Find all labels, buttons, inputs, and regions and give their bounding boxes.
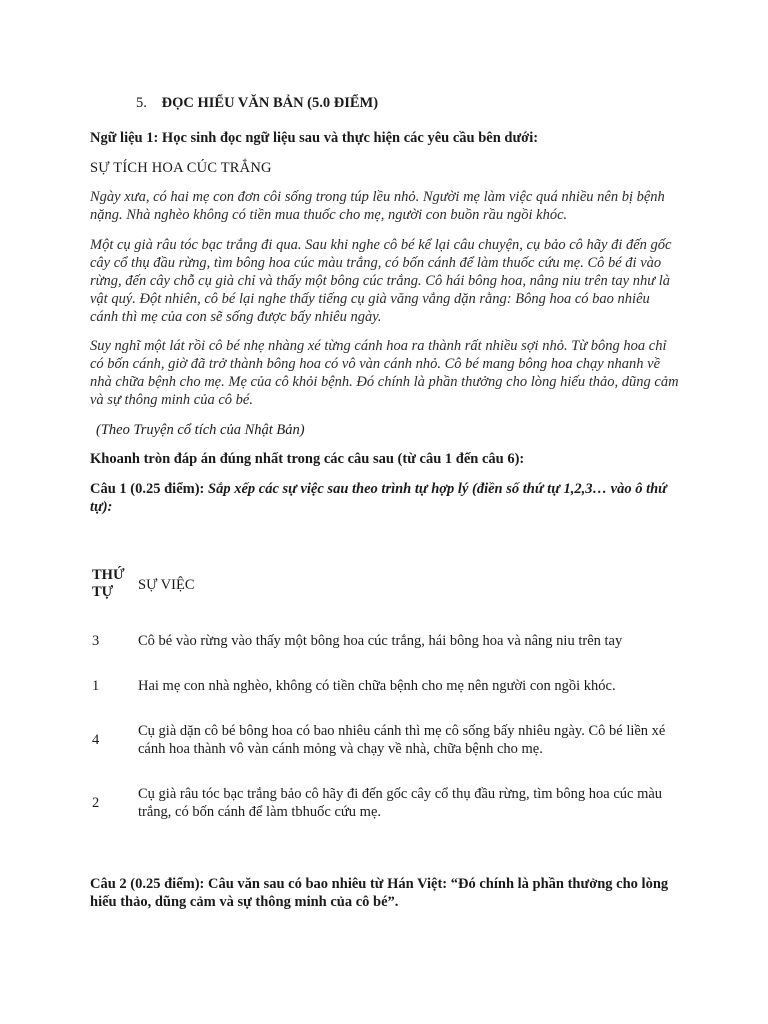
story-paragraph-1: Ngày xưa, có hai mẹ con đơn côi sống trong túp lều nhỏ. Người mẹ làm việc quá nhiều nên bị bệnh nặng. Nhà nghèo không có tiền mua thuốc cho mẹ, người con buồn rầu ngồi khóc. [90, 189, 665, 223]
instruction: Khoanh tròn đáp án đúng nhất trong các câu sau (từ câu 1 đến câu 6): [90, 451, 525, 467]
order-cell[interactable]: 3 [92, 633, 100, 649]
section-title: ĐỌC HIỂU VĂN BẢN (5.0 ĐIỂM) [161, 95, 379, 111]
event-cell: Cụ già dặn cô bé bông hoa có bao nhiêu cánh thì mẹ cô sống bấy nhiêu ngày. Cô bé liền xé cánh hoa thành vô vàn cánh mỏng và chạy về nhà, chữa bệnh cho mẹ. [138, 723, 666, 757]
order-cell[interactable]: 1 [92, 678, 100, 694]
question-1 [90, 480, 680, 516]
table-row [90, 722, 690, 762]
question-1-text: Sắp xếp các sự việc sau theo trình tự hợp lý (điền số thứ tự 1,2,3… vào ô thứ tự): [90, 481, 667, 515]
column-header-event: SỰ VIỆC [138, 577, 195, 593]
section-number: 5. [136, 95, 147, 111]
table-row [90, 632, 690, 652]
event-cell: Cô bé vào rừng vào thấy một bông hoa cúc trắng, hái bông hoa và nâng niu trên tay [138, 633, 623, 649]
event-cell: Hai mẹ con nhà nghèo, không có tiền chữa bệnh cho mẹ nên người con ngồi khóc. [138, 678, 616, 694]
column-header-order: THỨ TỰ [92, 567, 125, 600]
order-cell[interactable]: 4 [92, 732, 100, 748]
event-cell: Cụ già râu tóc bạc trắng bảo cô hãy đi đến gốc cây cổ thụ đầu rừng, tìm bông hoa cúc màu trắng, có bốn cánh để làm tbhuốc cứu mẹ. [138, 786, 663, 820]
order-table-header [90, 567, 690, 607]
source-intro: Ngữ liệu 1: Học sinh đọc ngữ liệu sau và thực hiện các yêu cầu bên dưới: [90, 130, 539, 146]
table-row [90, 785, 690, 825]
story-paragraph-3: Suy nghĩ một lát rồi cô bé nhẹ nhàng xé từng cánh hoa ra thành rất nhiều sợi nhỏ. Từ bông hoa chỉ có bốn cánh, giờ đã trở thành bông hoa có vô vàn cánh nhỏ. Cô bé mang bông hoa chạy nhanh về nhà chữa bệnh cho mẹ. Mẹ của cô khỏi bệnh. Đó chính là phần thưởng cho lòng hiếu thảo, dũng cảm và sự thông minh của cô bé. [90, 338, 679, 408]
section-heading [136, 94, 378, 112]
story-paragraph-2: Một cụ già râu tóc bạc trắng đi qua. Sau khi nghe cô bé kể lại câu chuyện, cụ bảo cô hãy đi đến gốc cây cổ thụ đầu rừng, tìm bông hoa cúc màu trắng, có bốn cánh để làm thuốc cứu mẹ. Cô bé đi vào rừng, đến cây chỗ cụ già chỉ và thấy một bông cúc trắng. Cô hái bông hoa, nâng niu trên tay như là vật quý. Đột nhiên, cô bé lại nghe thấy tiếng cụ già văng vẳng dặn rằng: Bông hoa có bao nhiêu cánh thì mẹ của con sẽ sống được bấy nhiêu ngày. [90, 237, 672, 325]
question-2: Câu 2 (0.25 điểm): Câu văn sau có bao nhiêu từ Hán Việt: “Đó chính là phần thưởng cho lòng hiếu thảo, dũng cảm và sự thông minh của cô bé”. [90, 876, 669, 910]
table-row [90, 677, 690, 697]
story-title: SỰ TÍCH HOA CÚC TRẮNG [90, 160, 272, 176]
order-cell[interactable]: 2 [92, 795, 100, 811]
question-1-label: Câu 1 (0.25 điểm): [90, 481, 205, 497]
attribution: (Theo Truyện cổ tích của Nhật Bản) [96, 422, 305, 438]
